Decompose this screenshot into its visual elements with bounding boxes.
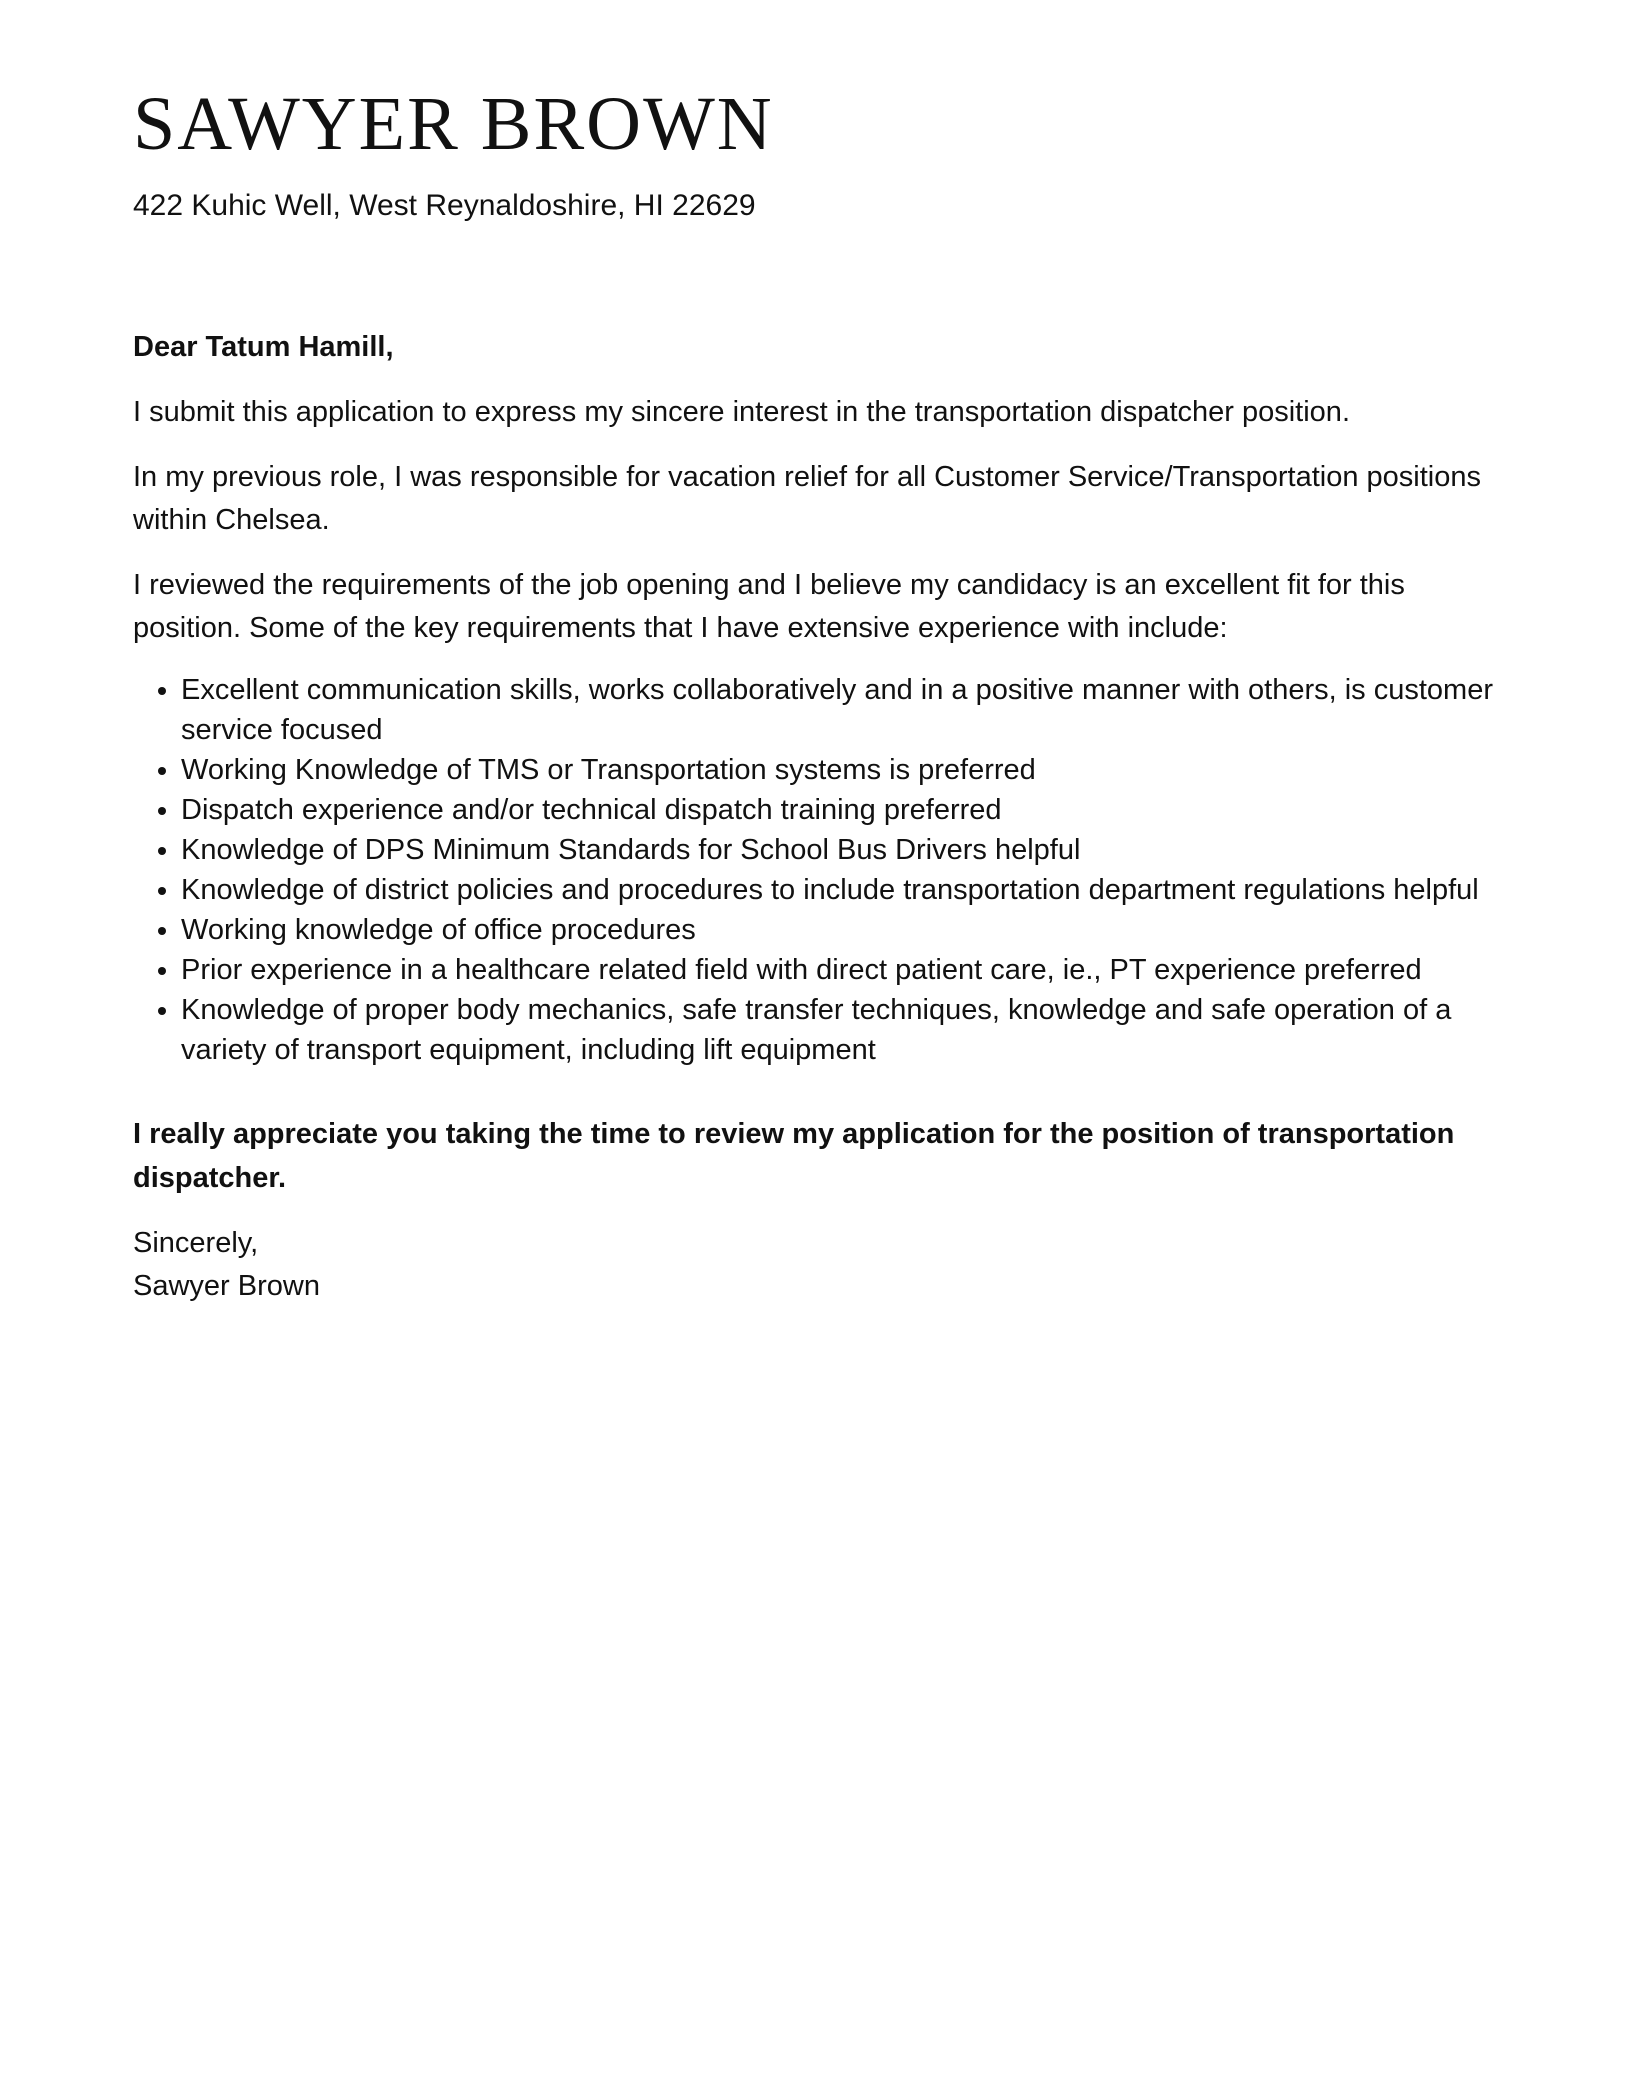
list-item: • Excellent communication skills, works collaboratively and in a positive manner with others, is customer service focused xyxy=(181,670,1513,750)
cover-letter xyxy=(133,82,1513,1308)
list-item: • Knowledge of DPS Minimum Standards for School Bus Drivers helpful xyxy=(181,830,1513,870)
applicant-address: 422 Kuhic Well, West Reynaldoshire, HI 22629 xyxy=(133,189,756,222)
experience-paragraph: In my previous role, I was responsible for vacation relief for all Customer Service/Transportation positions within Chelsea. xyxy=(133,461,1482,536)
list-item: • Knowledge of district policies and procedures to include transportation department regulations helpful xyxy=(181,870,1513,910)
list-item: • Working Knowledge of TMS or Transportation systems is preferred xyxy=(181,750,1513,790)
list-item: • Knowledge of proper body mechanics, safe transfer techniques, knowledge and safe operation of a variety of transport equipment, including lift equipment xyxy=(181,990,1513,1070)
list-item: • Working knowledge of office procedures xyxy=(181,910,1513,950)
intro-paragraph: I submit this application to express my sincere interest in the transportation dispatcher position. xyxy=(133,396,1350,428)
applicant-name: SAWYER BROWN xyxy=(133,82,774,166)
list-item: • Prior experience in a healthcare related field with direct patient care, ie., PT experience preferred xyxy=(181,950,1513,990)
signature-name: Sawyer Brown xyxy=(133,1270,320,1302)
requirements-list xyxy=(133,670,1513,1070)
closing-paragraph: I really appreciate you taking the time to review my application for the position of transportation dispatcher. xyxy=(133,1118,1455,1194)
signoff: Sincerely, xyxy=(133,1227,259,1259)
requirements-intro-paragraph: I reviewed the requirements of the job opening and I believe my candidacy is an excellent fit for this position. Some of the key requirements that I have extensive experience with include: xyxy=(133,569,1405,644)
list-item: • Dispatch experience and/or technical dispatch training preferred xyxy=(181,790,1513,830)
letter-greeting: Dear Tatum Hamill, xyxy=(133,331,394,363)
